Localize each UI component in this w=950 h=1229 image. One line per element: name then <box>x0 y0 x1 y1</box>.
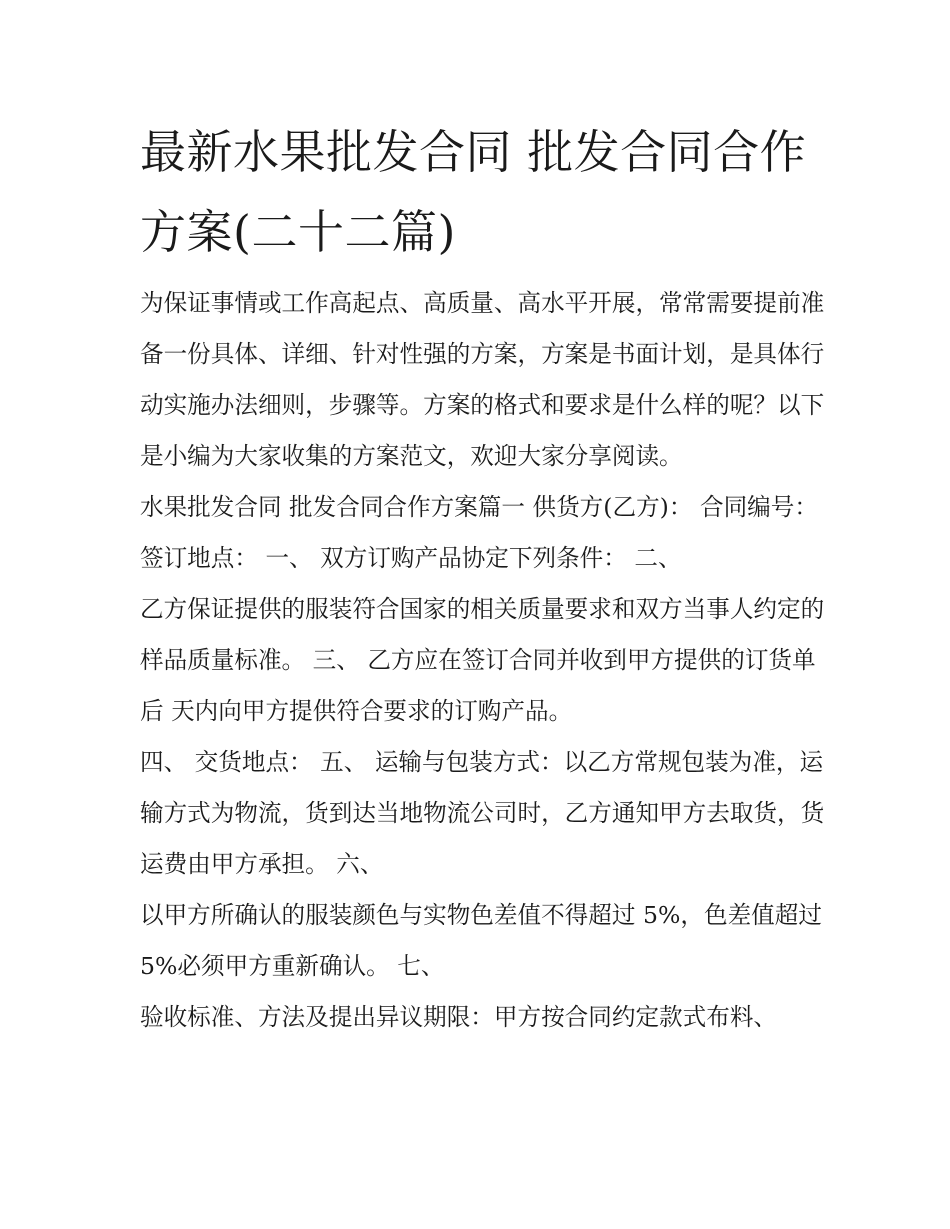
paragraph-acceptance: 验收标准、方法及提出异议期限：甲方按合同约定款式布料、 <box>140 1003 778 1031</box>
paragraph-intro: 为保证事情或工作高起点、高质量、高水平开展，常常需要提前准备一份具体、详细、针对性强的方案，方案是书面计划，是具体行动实施办法细则，步骤等。方案的格式和要求是什么样的呢？以下是小编为大家收集的方案范文，欢迎大家分享阅读。 <box>140 289 825 470</box>
document-body <box>140 278 830 1043</box>
paragraph-delivery: 四、 交货地点： 五、 运输与包装方式：以乙方常规包装为准，运输方式为物流，货到达当地物流公司时，乙方通知甲方去取货，货运费由甲方承担。 六、 <box>140 748 825 878</box>
paragraph-contract-header: 水果批发合同 批发合同合作方案篇一 供货方(乙方)： 合同编号： 签订地点： 一、 双方订购产品协定下列条件： 二、 <box>140 493 818 572</box>
paragraph-color-difference: 以甲方所确认的服装颜色与实物色差值不得超过 5%，色差值超过 5%必须甲方重新确认。 七、 <box>140 901 822 980</box>
paragraph-quality: 乙方保证提供的服装符合国家的相关质量要求和双方当事人约定的样品质量标准。 三、 乙方应在签订合同并收到甲方提供的订货单后 天内向甲方提供符合要求的订购产品。 <box>140 595 825 725</box>
document-title: 最新水果批发合同 批发合同合作方案(二十二篇) <box>140 125 807 259</box>
